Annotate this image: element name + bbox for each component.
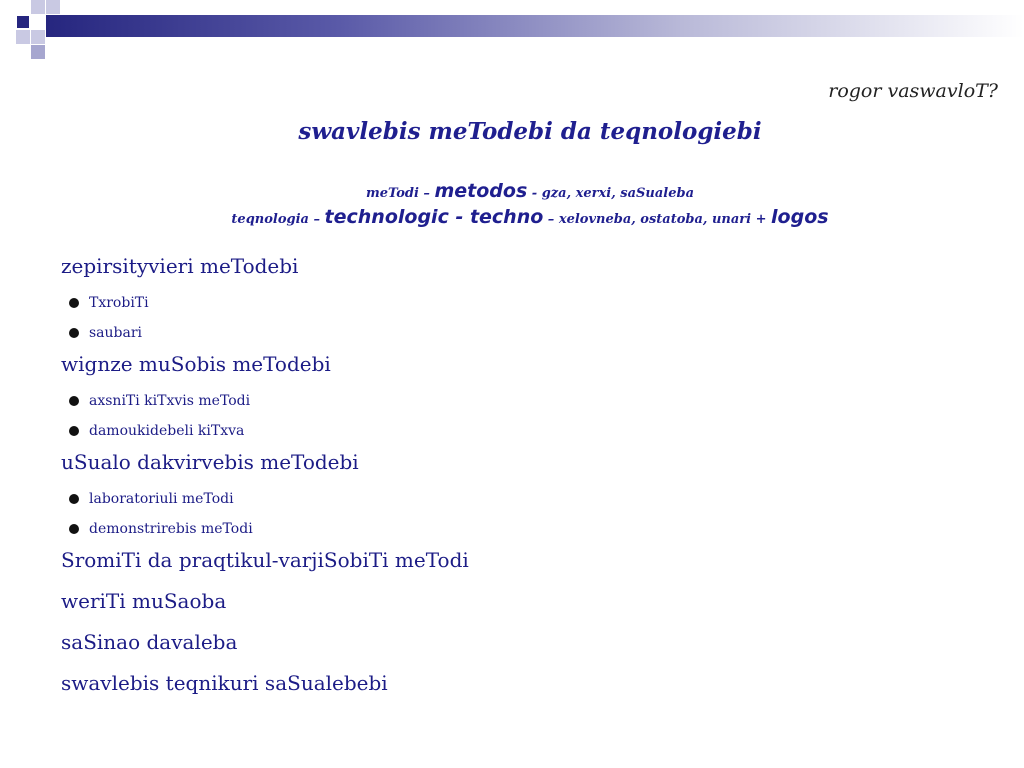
definition-origin-logos: logos bbox=[771, 206, 829, 228]
list-item bbox=[61, 323, 1004, 343]
list-item bbox=[61, 293, 1004, 313]
section-heading: saSinao davaleba bbox=[61, 630, 238, 654]
bullet-icon bbox=[69, 494, 79, 504]
definition-meaning: – xelovneba, ostatoba, unari + bbox=[543, 212, 772, 227]
section-heading: swavlebis teqnikuri saSualebebi bbox=[61, 671, 388, 695]
methods-list bbox=[61, 253, 1004, 696]
definition-method bbox=[0, 180, 1024, 202]
definition-dash: – bbox=[418, 186, 435, 201]
bullet-icon bbox=[69, 328, 79, 338]
definition-word: meTodi bbox=[365, 186, 419, 201]
definition-meaning: - gza, xerxi, saSualeba bbox=[527, 186, 694, 201]
list-item bbox=[61, 421, 1004, 441]
bullet-icon bbox=[69, 298, 79, 308]
definition-dash: – bbox=[308, 212, 325, 227]
deco-square bbox=[31, 45, 45, 59]
section-heading: zepirsityvieri meTodebi bbox=[61, 254, 299, 278]
list-item bbox=[61, 391, 1004, 411]
list-item-label: damoukidebeli kiTxva bbox=[89, 423, 245, 439]
corner-note: rogor vaswavloT? bbox=[828, 80, 998, 102]
slide-title: swavlebis meTodebi da teqnologiebi bbox=[298, 118, 762, 145]
list-item-label: TxrobiTi bbox=[89, 295, 149, 311]
deco-square bbox=[31, 30, 45, 44]
definition-word: teqnologia bbox=[231, 212, 309, 227]
list-item bbox=[61, 519, 1004, 539]
bullet-icon bbox=[69, 396, 79, 406]
list-item-label: axsniTi kiTxvis meTodi bbox=[89, 393, 251, 409]
gradient-bar bbox=[46, 15, 1024, 37]
definition-origin: technologic - techno bbox=[324, 206, 544, 228]
definition-technology bbox=[0, 206, 1024, 228]
sub-list bbox=[61, 391, 1004, 441]
section-heading: SromiTi da praqtikul-varjiSobiTi meTodi bbox=[61, 548, 469, 572]
deco-square bbox=[31, 0, 45, 14]
sub-list bbox=[61, 489, 1004, 539]
list-item-label: saubari bbox=[89, 325, 143, 341]
list-item bbox=[61, 489, 1004, 509]
definition-origin: metodos bbox=[434, 180, 528, 202]
bullet-icon bbox=[69, 426, 79, 436]
deco-square bbox=[46, 0, 60, 14]
section-heading: wignze muSobis meTodebi bbox=[61, 352, 331, 376]
section-heading: weriTi muSaoba bbox=[61, 589, 227, 613]
deco-square bbox=[31, 15, 45, 29]
sub-list bbox=[61, 293, 1004, 343]
deco-square bbox=[17, 16, 29, 28]
list-item-label: demonstrirebis meTodi bbox=[89, 521, 253, 537]
header-decoration bbox=[0, 0, 1024, 60]
bullet-icon bbox=[69, 524, 79, 534]
list-item-label: laboratoriuli meTodi bbox=[89, 491, 234, 507]
section-heading: uSualo dakvirvebis meTodebi bbox=[61, 450, 359, 474]
deco-square bbox=[16, 30, 30, 44]
